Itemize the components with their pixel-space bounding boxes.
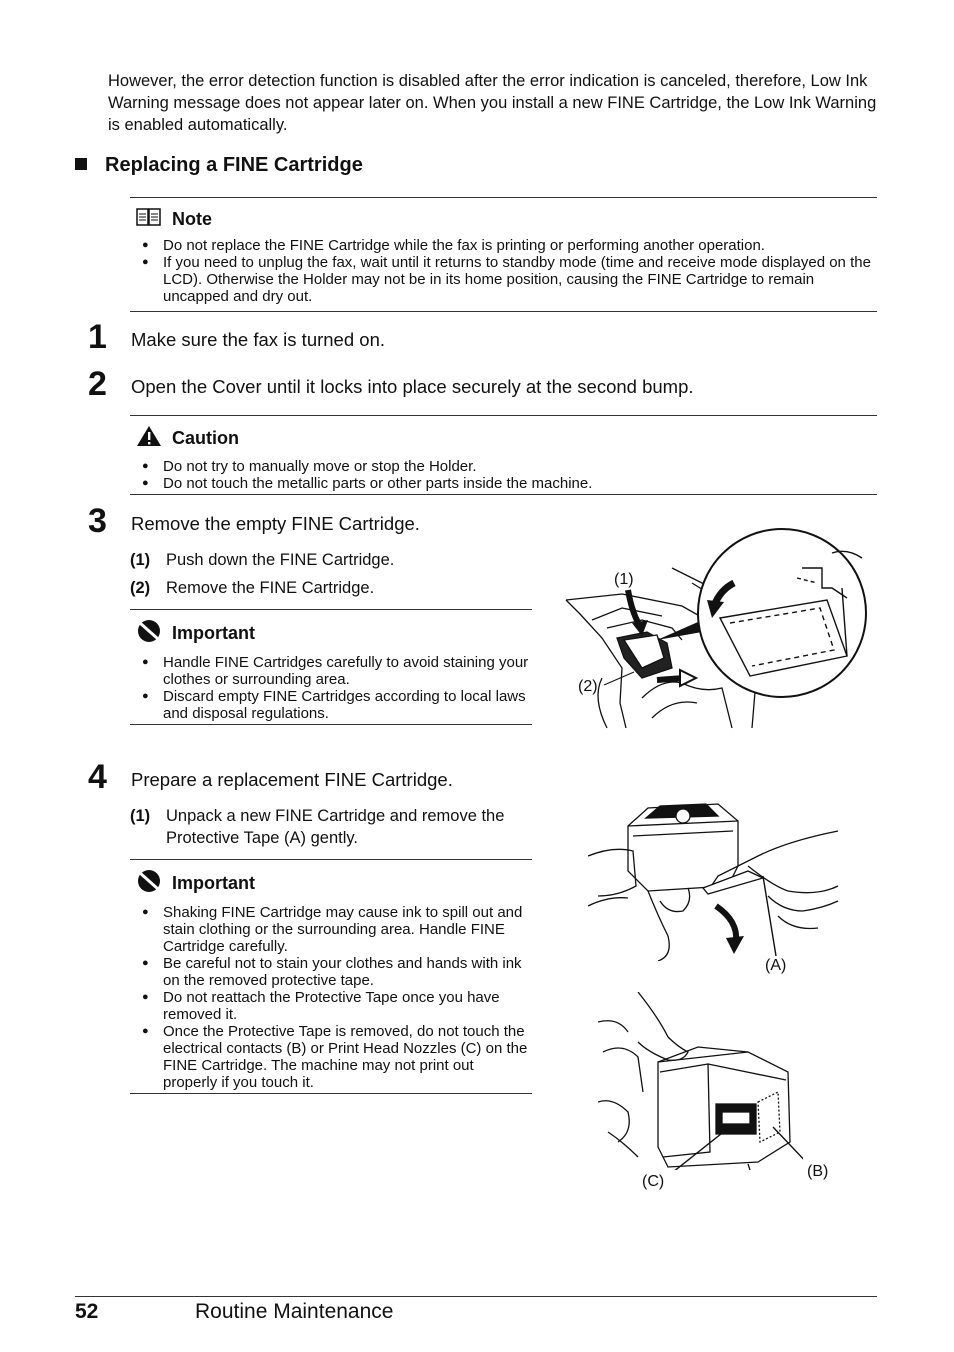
step-1-number: 1 [88, 318, 107, 356]
cartridge-contacts-illustration [598, 992, 803, 1170]
warning-triangle-icon [136, 425, 162, 452]
figure-label: (B) [807, 1163, 829, 1180]
list-item: ● Do not try to manually move or stop the Holder. [136, 458, 876, 475]
list-item: ● Do not replace the FINE Cartridge while the fax is printing or performing another operation. [136, 237, 876, 254]
note-top-rule [130, 197, 877, 198]
figure-label: (2) [578, 678, 598, 695]
step-1-text: Make sure the fax is turned on. [131, 329, 385, 350]
footer-section-title: Routine Maintenance [195, 1300, 394, 1323]
note-box [136, 207, 876, 305]
caution-bottom-rule [130, 494, 877, 495]
step-3-sub-1: (1) Push down the FINE Cartridge. [130, 551, 395, 569]
important-list [136, 904, 532, 1091]
important-title: Important [136, 869, 532, 898]
figure-label: (1) [614, 571, 634, 588]
note-icon [136, 207, 162, 232]
list-item: ● Do not touch the metallic parts or other parts inside the machine. [136, 475, 876, 492]
list-item: ● Do not reattach the Protective Tape once you have removed it. [136, 989, 532, 1023]
step-2-text: Open the Cover until it locks into place securely at the second bump. [131, 376, 694, 397]
intro-paragraph: However, the error detection function is disabled after the error indication is canceled, therefore, Low Ink Warning message does not appear later on. When you install a new FINE Cartridge, the Low Ink Warning is enabled automatically. [108, 72, 877, 134]
step-3-number: 3 [88, 502, 107, 540]
important-2-top-rule [130, 859, 532, 860]
important-title: Important [136, 619, 532, 648]
step-2-number: 2 [88, 365, 107, 403]
note-title: Note [136, 207, 876, 232]
step-4-number: 4 [88, 758, 107, 796]
list-item: ● If you need to unplug the fax, wait until it returns to standby mode (time and receive mode displayed on the LCD). Otherwise the Holder may not be in its home position, causing the FINE Cartridge to remain uncapped and dry out. [136, 254, 876, 305]
page-number: 52 [75, 1300, 99, 1323]
caution-top-rule [130, 415, 877, 416]
step-4-sub-1: (1) Unpack a new FINE Cartridge and remove the Protective Tape (A) gently. [130, 807, 505, 847]
list-item: ● Be careful not to stain your clothes and hands with ink on the removed protective tape. [136, 955, 532, 989]
step-4-text: Prepare a replacement FINE Cartridge. [131, 769, 453, 790]
important-list [136, 654, 532, 722]
square-bullet-icon [75, 158, 87, 170]
step-3-text: Remove the empty FINE Cartridge. [131, 513, 420, 534]
important-icon [136, 869, 162, 898]
figure-label: (A) [765, 957, 787, 974]
section-heading-text: Replacing a FINE Cartridge [105, 154, 363, 176]
note-list [136, 237, 876, 305]
list-item: ● Handle FINE Cartridges carefully to avoid staining your clothes or surrounding area. [136, 654, 532, 688]
important-box-1 [136, 619, 532, 722]
important-box-2 [136, 869, 532, 1091]
remove-cartridge-illustration [562, 528, 872, 733]
remove-tape-illustration [588, 796, 843, 961]
important-1-top-rule [130, 609, 532, 610]
caution-box [136, 425, 876, 492]
caution-list [136, 458, 876, 492]
list-item: ● Discard empty FINE Cartridges according to local laws and disposal regulations. [136, 688, 532, 722]
figure-label: (C) [642, 1173, 665, 1190]
section-heading [75, 154, 363, 177]
note-bottom-rule [130, 311, 877, 312]
caution-title: Caution [136, 425, 876, 452]
important-2-bottom-rule [130, 1093, 532, 1094]
list-item: ● Once the Protective Tape is removed, do not touch the electrical contacts (B) or Print Head Nozzles (C) on the FINE Cartridge. The machine may not print out properly if you touch it. [136, 1023, 532, 1091]
list-item: ● Shaking FINE Cartridge may cause ink to spill out and stain clothing or the surrounding area. Handle FINE Cartridge carefully. [136, 904, 532, 955]
important-icon [136, 619, 162, 648]
footer-rule [75, 1296, 877, 1297]
important-1-bottom-rule [130, 724, 532, 725]
step-3-sub-2: (2) Remove the FINE Cartridge. [130, 579, 375, 597]
